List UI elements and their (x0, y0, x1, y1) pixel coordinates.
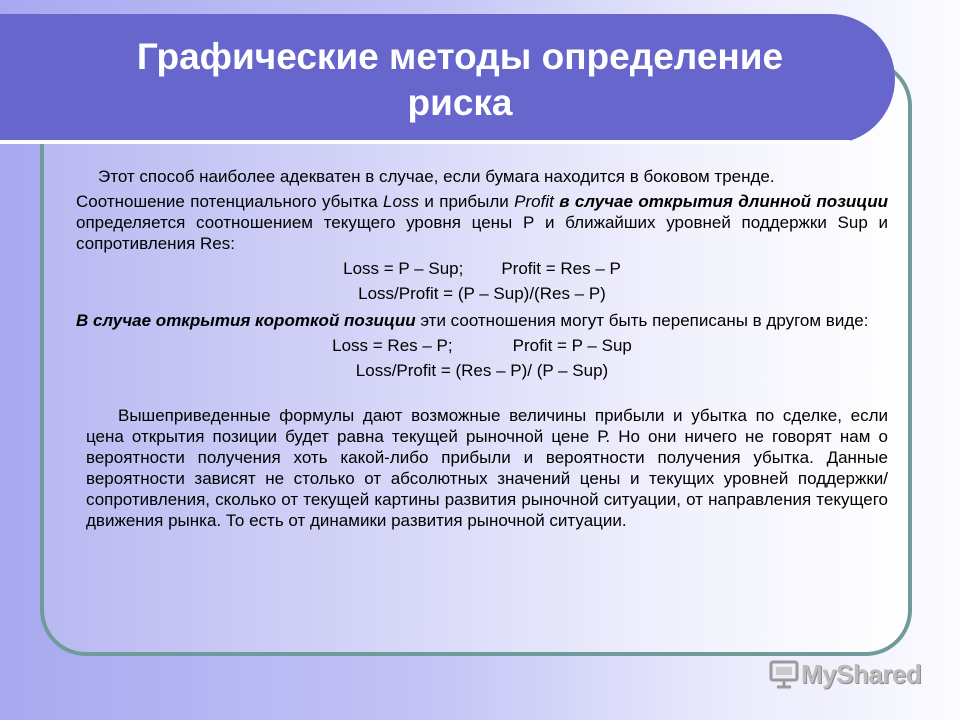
formula-profit-long: Profit = Res – P (501, 259, 621, 278)
watermark-logo (767, 656, 921, 692)
paragraph-short-position (76, 310, 888, 331)
paragraph-conclusion: Вышеприведенные формулы дают возможные величины прибыли и убытка по сделке, если цена открытия позиции будет равна текущей рыночной цене Р. Но они ничего не говорят нам о вероятности получения хоть какой-либо прибыли и вероятности получения убытка. Данные вероятности зависят не столько от абсолютных значений цены и текущих уровней поддержки/сопротивления, сколько от текущей картины развития рыночной ситуации, от направления текущего движения рынка. То есть от динамики развития рыночной ситуации. (86, 406, 888, 530)
p2-text-4: определяется соотношением текущего уровня цены Р и ближайших уровней поддержки Sup и сопротивления Res: (76, 213, 888, 253)
presentation-screen-icon (767, 659, 801, 689)
formula-loss-short: Loss = Res – P; (332, 336, 453, 355)
formula-short-ratio: Loss/Profit = (Res – P)/ (P – Sup) (355, 361, 609, 380)
loss-term: Loss (383, 192, 419, 211)
p3-text: эти соотношения могут быть переписаны в другом виде: (415, 311, 869, 330)
title-line-2: риска (407, 82, 513, 123)
long-position-emphasis: в случае открытия длинной позиции (559, 192, 888, 211)
formula-long-ratio: Loss/Profit = (P – Sup)/(Res – P) (358, 284, 606, 303)
title-line-1: Графические методы определение (136, 36, 784, 77)
slide-body (76, 166, 888, 531)
paragraph-intro: Этот способ наиболее адекватен в случае, если бумага находится в боковом тренде. (98, 167, 775, 186)
title-banner (0, 14, 895, 144)
short-position-emphasis: В случае открытия короткой позиции (76, 311, 416, 330)
slide-title (30, 34, 890, 126)
formula-long-1 (76, 258, 888, 279)
profit-term: Profit (514, 192, 554, 211)
paragraph-long-position (76, 191, 888, 254)
formula-profit-short: Profit = P – Sup (512, 336, 632, 355)
watermark-text: MyShared (801, 658, 922, 689)
title-underline (0, 140, 850, 144)
formula-loss-long: Loss = P – Sup; (343, 259, 464, 278)
p2-text-1: Соотношение потенциального убытка (76, 192, 384, 211)
p2-text-2: и прибыли (418, 192, 515, 211)
formula-short-1 (76, 335, 888, 356)
